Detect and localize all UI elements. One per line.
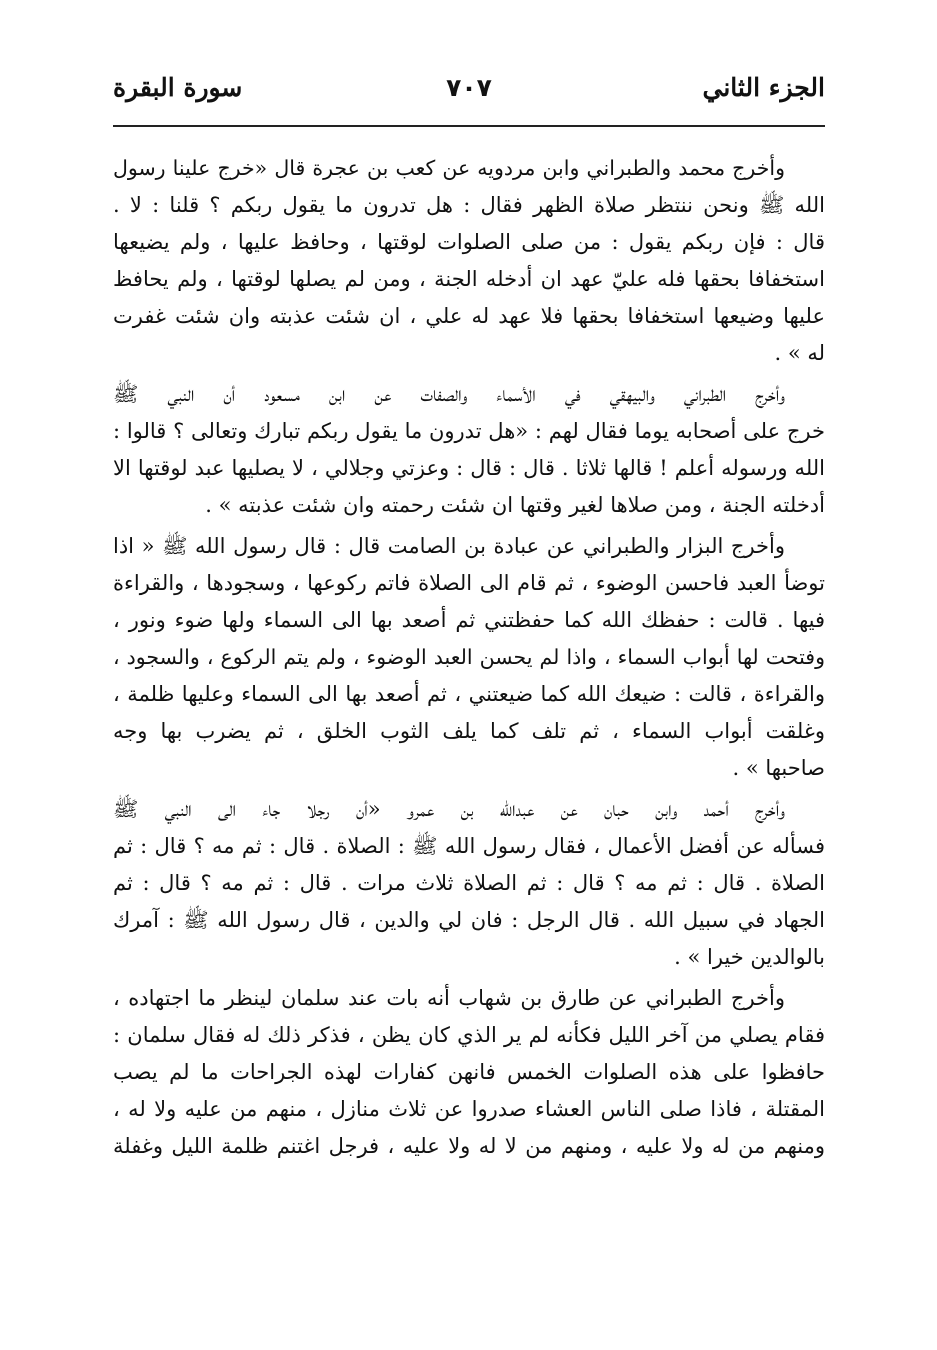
text-line: صاحبها » . — [732, 756, 825, 780]
paragraph-2 — [113, 376, 825, 524]
header-rule — [113, 125, 825, 127]
text-line: فسأله عن أفضل الأعمال ، فقال رسول الله ﷺ : الصلاة . قال : ثم مه ؟ قال : ثم — [113, 834, 825, 858]
paragraph-4 — [113, 791, 825, 976]
page-body — [113, 150, 825, 1169]
text-line: فقام يصلي من آخر الليل فكأنه لم ير الذي كان يظن ، فذكر ذلك له فقال سلمان : — [113, 1023, 825, 1047]
text-line: خرج على أصحابه يوما فقال لهم : «هل تدرون ما يقول ربكم تبارك وتعالى ؟ قالوا : — [113, 419, 825, 443]
text-line: ومنهم من له ولا عليه ، ومنهم من لا له ولا عليه ، فرجل اغتنم ظلمة الليل وغفلة — [113, 1134, 825, 1158]
part-title: الجزء الثاني — [702, 73, 825, 102]
text-line: وفتحت لها أبواب السماء ، واذا لم يحسن العبد الوضوء ، ولم يتم الركوع ، والسجود ، — [113, 645, 825, 669]
text-line: المقتلة ، فاذا صلى الناس العشاء صدروا عن ثلاث منازل ، منهم من عليه ولا له ، — [113, 1097, 825, 1121]
text-line: فيها . قالت : حفظك الله كما حفظتني ثم أصعد بها الى السماء ولها ضوء ونور ، — [113, 608, 825, 632]
text-line: بالوالدين خيرا » . — [674, 945, 825, 969]
text-line: وغلقت أبواب السماء ، ثم تلف كما يلف الثوب الخلق ، ثم يضرب بها وجه — [113, 719, 825, 743]
text-line: وأخرج أحمد وابن حبان عن عبدالله بن عمرو «أن رجلا جاء الى النبي ﷺ — [113, 797, 785, 821]
text-line: قال : فإن ربكم يقول : من صلى الصلوات لوقتها ، وحافظ عليها ، ولم يضيعها — [113, 230, 825, 254]
paragraph-1 — [113, 150, 825, 372]
text-line: الله ورسوله أعلم ! قالها ثلاثا . قال : قال : وعزتي وجلالي ، لا يصليها عبد لوقتها الا — [113, 456, 825, 480]
text-line: والقراءة ، قالت : ضيعك الله كما ضيعتني ، ثم أصعد بها الى السماء وعليها ظلمة ، — [113, 682, 825, 706]
text-line: عليها وضيعها استخفافا بحقها فلا عهد له علي ، ان شئت عذبته وان شئت غفرت — [113, 304, 825, 328]
text-line: الله ﷺ ونحن ننتظر صلاة الظهر فقال : هل تدرون ما يقول ربكم ؟ قلنا : لا . — [113, 193, 825, 217]
surah-title: سورة البقرة — [113, 73, 243, 102]
paragraph-3 — [113, 528, 825, 787]
paragraph-5 — [113, 980, 825, 1165]
page-header — [113, 70, 825, 114]
text-line: توضأ العبد فاحسن الوضوء ، ثم قام الى الصلاة فاتم ركوعها ، وسجودها ، والقراءة — [113, 571, 825, 595]
text-line: الصلاة . قال : ثم مه ؟ قال : ثم الصلاة ثلاث مرات . قال : ثم مه ؟ قال : ثم — [113, 871, 825, 895]
text-line: أدخلته الجنة ، ومن صلاها لغير وقتها ان شئت رحمته وان شئت عذبته » . — [205, 493, 825, 517]
text-line: وأخرج محمد والطبراني وابن مردويه عن كعب بن عجرة قال «خرج علينا رسول — [113, 156, 785, 180]
text-line: الجهاد في سبيل الله . قال الرجل : فان لي والدين ، قال رسول الله ﷺ : آمرك — [113, 908, 825, 932]
page-number: ٧٠٧ — [446, 73, 492, 102]
text-line: وأخرج الطبراني عن طارق بن شهاب أنه بات عند سلمان لينظر ما اجتهاده ، — [113, 986, 785, 1010]
text-line: له » . — [774, 341, 825, 365]
text-line: استخفافا بحقها فله عليّ عهد ان أدخله الجنة ، ومن لم يصلها لوقتها ، ولم يحافظ — [113, 267, 825, 291]
text-line: وأخرج الطبراني والبيهقي في الأسماء والصفات عن ابن مسعود أن النبي ﷺ — [113, 382, 785, 406]
text-line: وأخرج البزار والطبراني عن عبادة بن الصامت قال : قال رسول الله ﷺ « اذا — [113, 534, 785, 558]
text-line: حافظوا على هذه الصلوات الخمس فانهن كفارات لهذه الجراحات ما لم يصب — [113, 1060, 825, 1084]
